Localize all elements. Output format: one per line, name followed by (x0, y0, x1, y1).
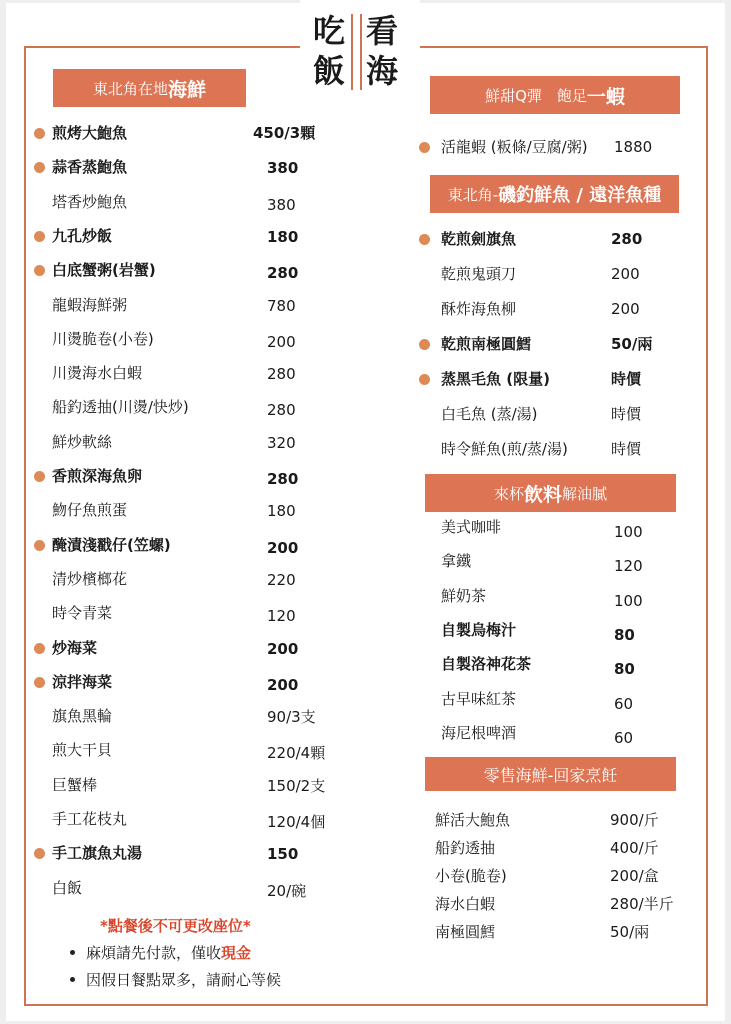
payment-notice-text: 麻煩請先付款，僅收 (86, 944, 222, 962)
menu-item-name: 白飯 (52, 878, 83, 897)
menu-item-price: 120/4個 (267, 813, 326, 831)
bullet-dot-icon (34, 677, 45, 688)
bullet-dot-icon (34, 128, 45, 139)
menu-item-price: 100 (614, 523, 643, 541)
menu-item-price: 120 (267, 607, 296, 626)
section-banner-local-seafood (53, 69, 246, 107)
menu-item-name: 魩仔魚煎蛋 (52, 501, 128, 520)
menu-item-name: 蒜香蒸鮑魚 (52, 158, 128, 177)
menu-item-name: 白毛魚 (蒸/湯) (441, 405, 538, 423)
menu-item-price: 100 (614, 591, 643, 610)
menu-item-name: 時令青菜 (52, 604, 113, 623)
title-char: 海 (366, 52, 399, 90)
menu-item-name: 海尼根啤酒 (441, 723, 517, 742)
menu-item-price: 200 (267, 332, 296, 351)
menu-item-name: 川燙脆卷(小卷) (52, 329, 154, 348)
menu-item-name: 酥炸海魚柳 (441, 300, 517, 318)
menu-item-name: 乾煎南極圓鱈 (441, 335, 532, 353)
bullet-dot-icon (34, 643, 45, 654)
menu-item-name: 海水白蝦 (435, 895, 496, 913)
title-char: 飯 (313, 52, 346, 90)
menu-item-price: 450/3顆 (253, 124, 316, 142)
menu-item-name: 巨蟹棒 (52, 775, 98, 794)
menu-item-price: 20/碗 (267, 881, 307, 900)
menu-item-name: 自製洛神花茶 (441, 655, 532, 674)
menu-item-price: 780 (267, 296, 296, 315)
title-rule-right (360, 14, 362, 90)
banner-text: 鮮甜Q彈 飽足 (485, 86, 587, 105)
menu-item-price: 90/3支 (267, 708, 316, 727)
cash-only-text: 現金 (221, 944, 252, 962)
menu-item-name: 涼拌海菜 (52, 672, 113, 691)
title-char: 吃 (313, 12, 346, 50)
menu-item-price: 200/盒 (610, 867, 659, 885)
menu-item-price: 200 (267, 639, 299, 658)
menu-item-price: 280 (267, 470, 299, 488)
menu-item-price: 時價 (611, 405, 642, 423)
payment-notice (86, 942, 251, 963)
wait-notice: 因假日餐點眾多，請耐心等候 (86, 971, 282, 989)
menu-item-price: 280 (267, 401, 296, 420)
banner-text: 來杯 (493, 484, 524, 503)
section-banner-drinks (425, 474, 676, 512)
menu-item-price: 200 (267, 538, 299, 557)
seating-notice: *點餐後不可更改座位* (100, 917, 251, 935)
menu-item-name: 鮮活大鮑魚 (435, 811, 511, 829)
menu-item-name: 船釣透抽 (435, 839, 496, 857)
menu-item-price: 220/4顆 (267, 744, 326, 763)
menu-item-name: 拿鐵 (441, 552, 472, 571)
menu-item-price: 180 (267, 227, 299, 246)
menu-item-price: 180 (267, 502, 296, 521)
menu-item-name: 南極圓鱈 (435, 923, 496, 941)
menu-item-price: 60 (614, 694, 634, 713)
menu-item-name: 美式咖啡 (441, 518, 502, 536)
section-banner-fish (430, 175, 679, 213)
menu-item-price: 280 (267, 365, 296, 384)
banner-bold-text: 海鮮 (168, 78, 207, 101)
title-rule-left (351, 14, 353, 90)
menu-item-name: 手工花枝丸 (52, 810, 128, 828)
menu-item-name: 乾煎鬼頭刀 (441, 265, 517, 283)
menu-item-price: 280/半斤 (610, 895, 674, 913)
menu-item-name: 旗魚黑輪 (52, 707, 113, 726)
menu-item-price: 50/兩 (611, 335, 653, 353)
menu-item-name: 炒海菜 (52, 638, 98, 657)
menu-item-name: 古早味紅茶 (441, 689, 517, 708)
menu-item-price: 200 (611, 265, 640, 283)
menu-item-name: 鮮炒軟絲 (52, 432, 113, 451)
menu-item-name: 香煎深海魚卵 (52, 467, 143, 485)
menu-item-name: 川燙海水白蝦 (52, 364, 143, 383)
bullet-dot-icon (34, 231, 45, 242)
menu-item-price: 150/2支 (267, 776, 326, 795)
menu-item-price: 320 (267, 433, 296, 452)
menu-item-name: 鮮奶茶 (441, 586, 487, 605)
menu-item-price: 900/斤 (610, 811, 659, 829)
menu-item-price: 60 (614, 728, 634, 747)
bullet-dot-icon (419, 339, 430, 350)
bullet-icon (70, 950, 75, 955)
menu-item-name: 自製烏梅汁 (441, 620, 517, 639)
menu-item-price: 380 (267, 159, 299, 178)
menu-item-price: 120 (614, 557, 643, 576)
banner-text: 零售海鮮-回家烹飪 (483, 765, 618, 785)
menu-item-name: 煎大干貝 (52, 741, 113, 760)
menu-item-price: 280 (267, 264, 299, 283)
section-banner-lobster (430, 76, 680, 114)
menu-item-name: 手工旗魚丸湯 (52, 844, 143, 863)
menu-item-name: 清炒檳榔花 (52, 569, 128, 588)
menu-item-name: 蒸黑毛魚 (限量) (441, 370, 550, 388)
menu-item-name: 活龍蝦 (粄條/豆腐/粥) (441, 138, 588, 156)
menu-item-price: 400/斤 (610, 839, 659, 857)
menu-item-name: 煎烤大鮑魚 (52, 124, 128, 142)
bullet-dot-icon (34, 471, 45, 482)
menu-item-name: 乾煎劍旗魚 (441, 230, 517, 248)
menu-item-price: 280 (611, 230, 643, 248)
banner-text: 東北角在地 (92, 79, 168, 98)
menu-item-price: 200 (611, 300, 640, 318)
menu-item-name: 白底蟹粥(岩蟹) (52, 261, 156, 280)
bullet-icon (70, 977, 75, 982)
menu-item-name: 龍蝦海鮮粥 (52, 295, 128, 314)
menu-item-price: 80 (614, 625, 635, 644)
menu-item-price: 80 (614, 660, 635, 679)
bullet-dot-icon (419, 142, 430, 153)
menu-item-name: 塔香炒鮑魚 (52, 192, 128, 211)
banner-bold-text: 飲料 (523, 483, 562, 506)
menu-item-price: 50/兩 (610, 923, 650, 941)
menu-item-name: 九孔炒飯 (52, 226, 113, 245)
menu-item-price: 1880 (614, 138, 653, 156)
section-banner-retail (425, 757, 676, 791)
menu-item-price: 150 (267, 845, 299, 864)
menu-item-name: 醃漬淺戳仔(笠螺) (52, 535, 171, 554)
menu-item-price: 200 (267, 675, 299, 694)
banner-bold-text: 一蝦 (586, 85, 625, 108)
banner-bold-text: 磯釣鮮魚 / 遠洋魚種 (498, 185, 662, 206)
bullet-dot-icon (419, 234, 430, 245)
menu-item-name: 時令鮮魚(煎/蒸/湯) (441, 440, 568, 458)
bullet-dot-icon (34, 540, 45, 551)
title-char: 看 (366, 12, 399, 50)
bullet-dot-icon (419, 374, 430, 385)
menu-item-name: 船釣透抽(川燙/快炒) (52, 398, 189, 417)
menu-item-price: 380 (267, 195, 296, 214)
menu-item-name: 小卷(脆卷) (435, 867, 507, 885)
menu-item-price: 時價 (611, 440, 642, 458)
banner-text: 解油膩 (562, 484, 608, 503)
banner-text: 東北角- (447, 185, 499, 204)
menu-item-price: 220 (267, 570, 296, 589)
menu-item-price: 時價 (611, 370, 642, 388)
